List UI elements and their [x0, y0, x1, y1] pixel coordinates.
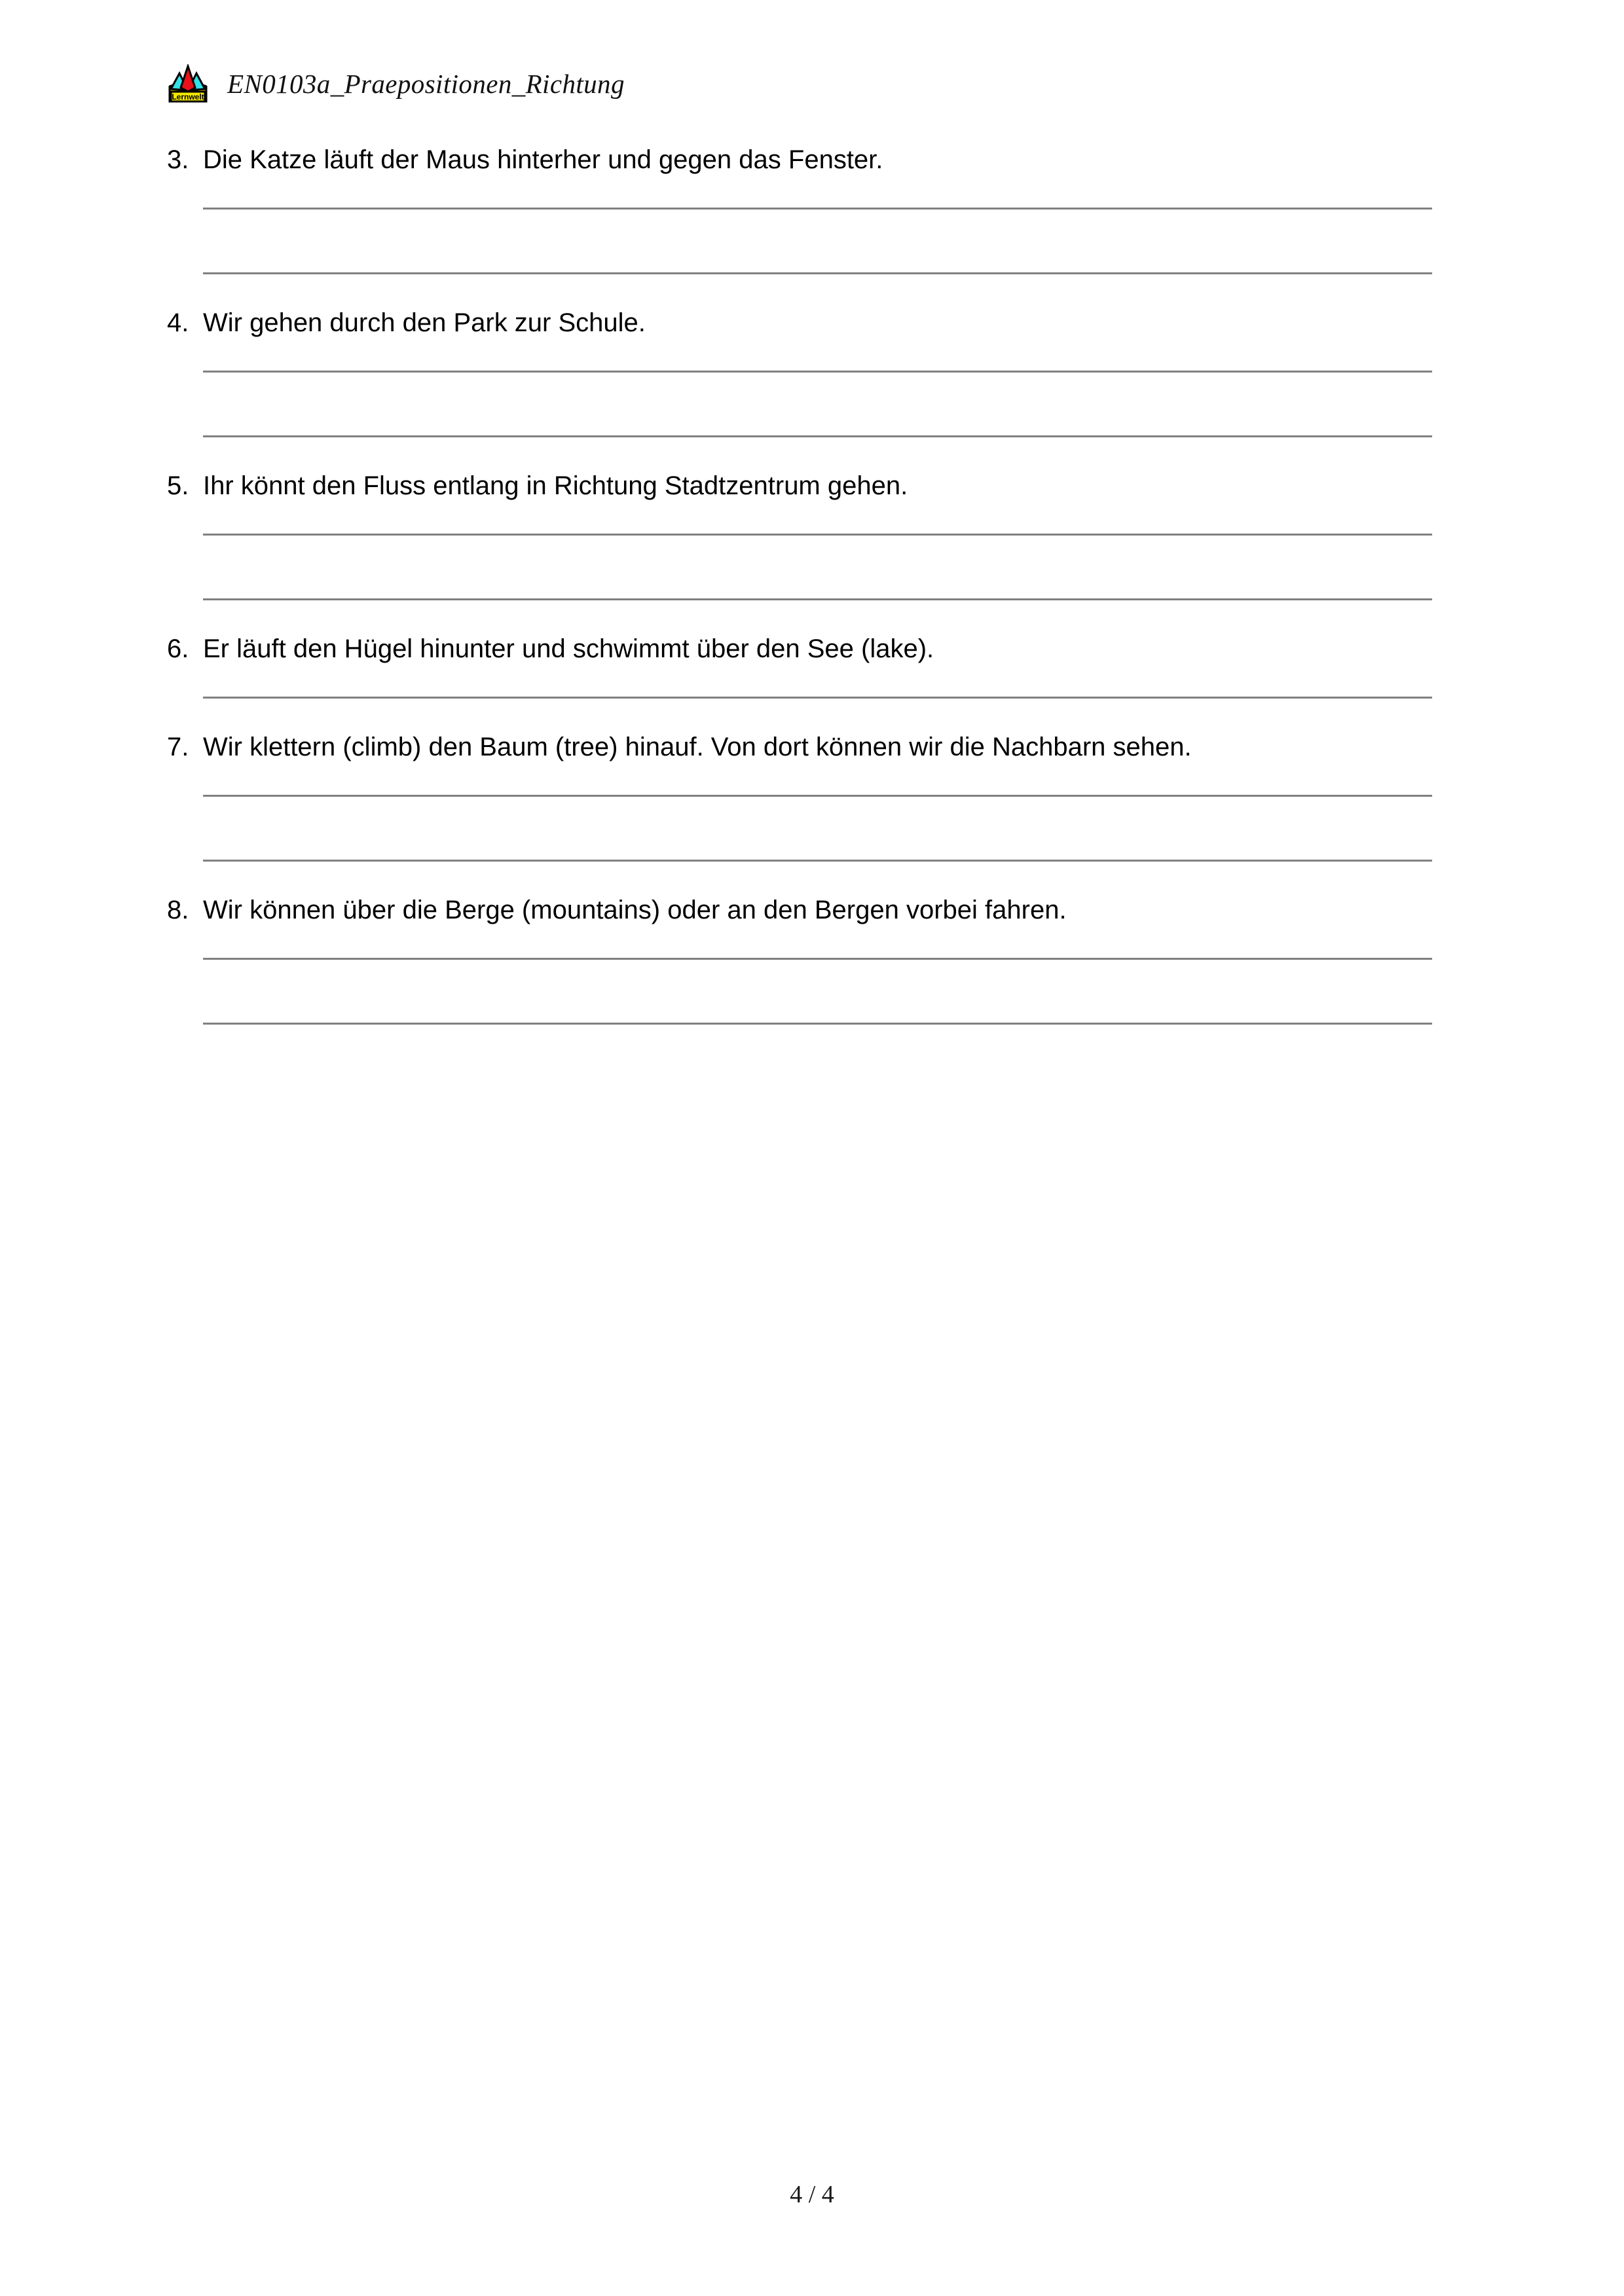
exercise-item [167, 141, 1432, 179]
document-title: EN0103a_Praepositionen_Richtung [227, 69, 625, 100]
exercise-number: 4. [167, 308, 189, 337]
exercise-list [167, 141, 1432, 1025]
exercise-item [167, 891, 1432, 929]
exercise-item [167, 630, 1432, 668]
page-footer [0, 2180, 1624, 2209]
answer-area[interactable] [203, 958, 1432, 1025]
exercise-text: Ihr könnt den Fluss entlang in Richtung Stadtzentrum gehen. [203, 471, 908, 500]
exercise-number: 6. [167, 634, 189, 663]
answer-area[interactable] [203, 208, 1432, 274]
answer-area[interactable] [203, 534, 1432, 600]
answer-line[interactable] [203, 1023, 1432, 1025]
exercise-text: Die Katze läuft der Maus hinterher und gegen das Fenster. [203, 145, 883, 174]
exercise-number: 5. [167, 471, 189, 500]
answer-area[interactable] [203, 371, 1432, 437]
document-header [167, 63, 1434, 106]
exercise-item [167, 728, 1432, 766]
lernwelt-logo-icon [167, 64, 209, 105]
exercise-number: 8. [167, 896, 189, 924]
svg-text:Lernwelt: Lernwelt [172, 92, 204, 101]
exercise-item [167, 467, 1432, 505]
exercise-item [167, 304, 1432, 342]
exercise-text: Wir gehen durch den Park zur Schule. [203, 308, 646, 337]
page-number: 4 / 4 [790, 2181, 834, 2208]
answer-area[interactable] [203, 795, 1432, 862]
exercise-number: 7. [167, 733, 189, 761]
exercise-text: Wir klettern (climb) den Baum (tree) hinauf. Von dort können wir die Nachbarn sehen. [203, 733, 1192, 761]
exercise-text: Wir können über die Berge (mountains) oder an den Bergen vorbei fahren. [203, 896, 1067, 924]
exercise-text: Er läuft den Hügel hinunter und schwimmt über den See (lake). [203, 634, 934, 663]
exercise-number: 3. [167, 145, 189, 174]
